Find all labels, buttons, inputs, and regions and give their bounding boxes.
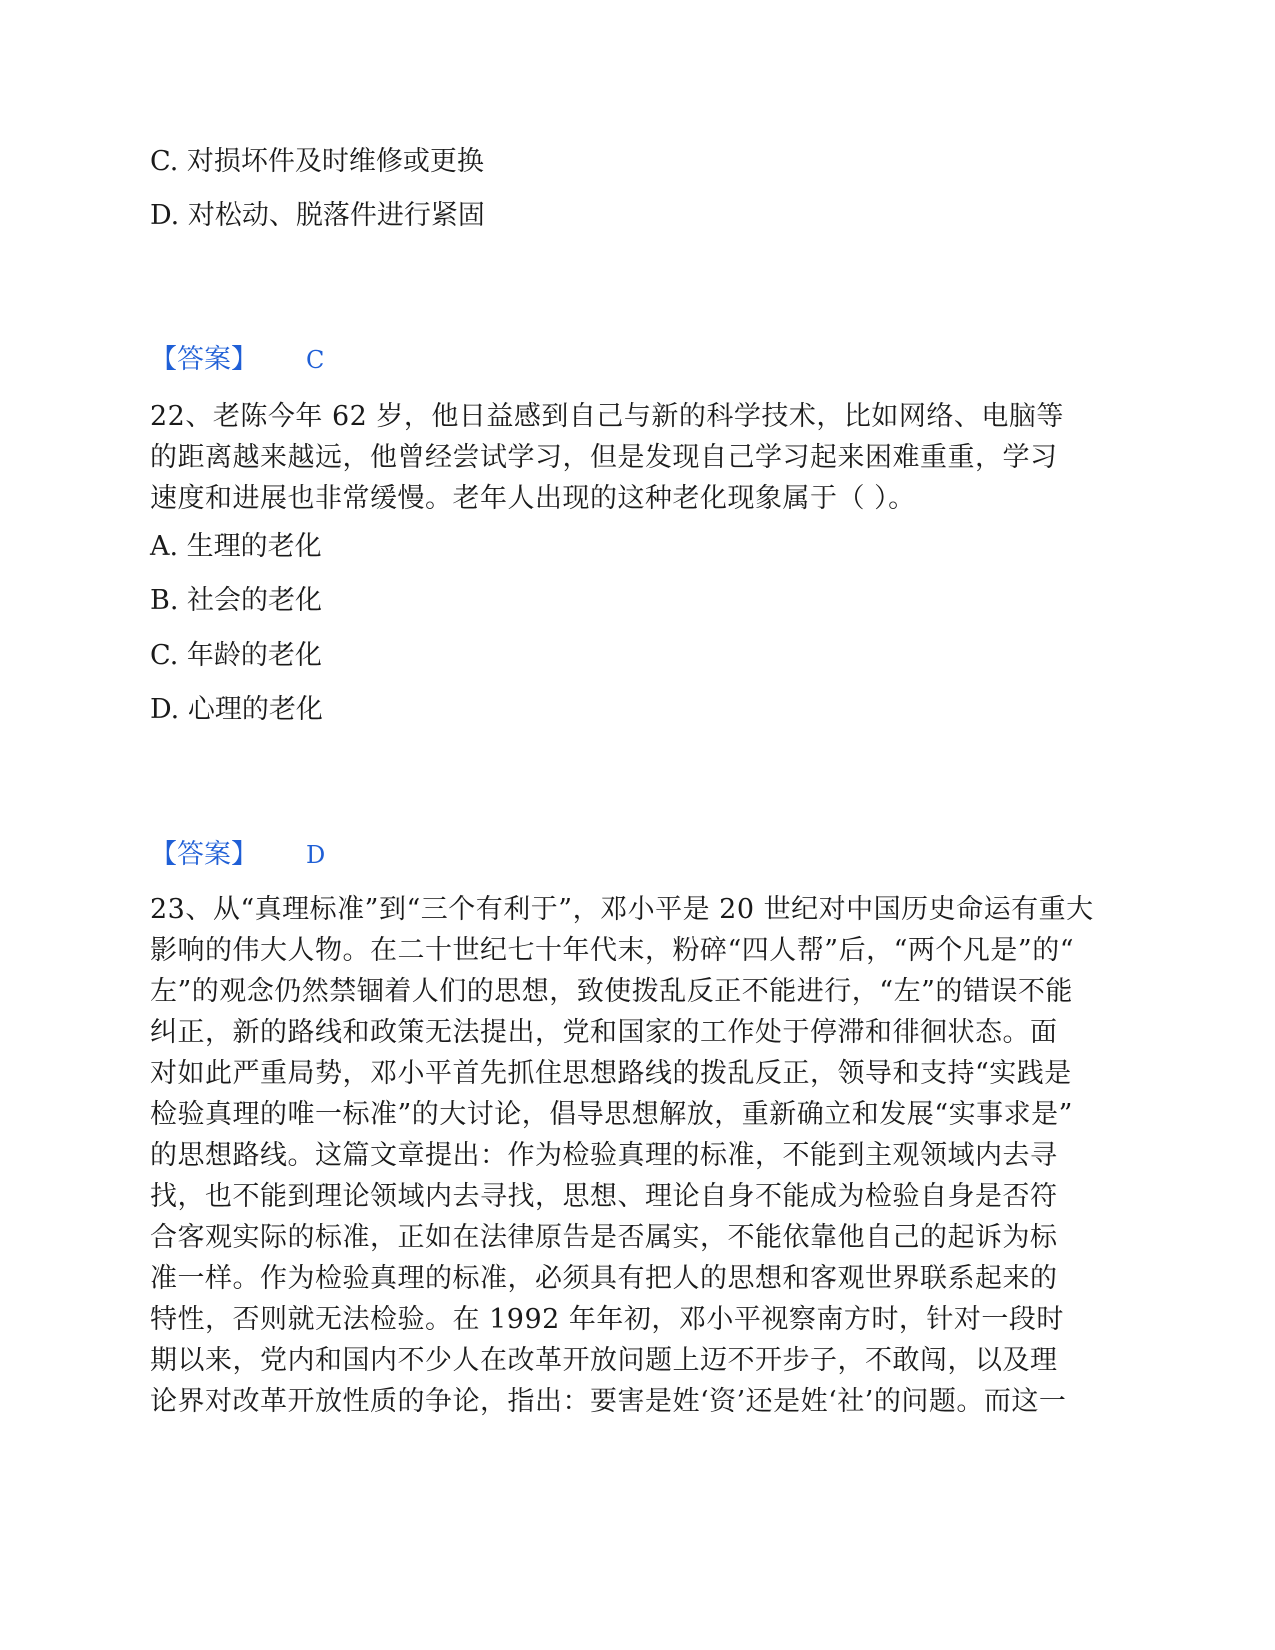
option-b: B. 社会的老化 — [150, 585, 323, 616]
option-c: C. 对损坏件及时维修或更换 — [150, 146, 484, 177]
question-line: 左”的观念仍然禁锢着人们的思想，致使拨乱反正不能进行，“左”的错误不能 — [150, 976, 1073, 1007]
answer-label: 【答案】 — [150, 344, 258, 375]
answer-value: C — [306, 346, 325, 374]
question-22-text — [150, 396, 1110, 519]
option-d: D. 对松动、脱落件进行紧固 — [150, 200, 485, 231]
question-line: 影响的伟大人物。在二十世纪七十年代末，粉碎“四人帮”后，“两个凡是”的“ — [150, 935, 1075, 966]
option-d: D. 心理的老化 — [150, 694, 323, 725]
option-a: A. 生理的老化 — [150, 531, 322, 562]
question-line: 速度和进展也非常缓慢。老年人出现的这种老化现象属于（ ）。 — [150, 483, 916, 514]
question-line: 准一样。作为检验真理的标准，必须具有把人的思想和客观世界联系起来的 — [150, 1263, 1058, 1294]
answer-block — [150, 340, 324, 380]
question-line: 22、老陈今年 62 岁，他日益感到自己与新的科学技术，比如网络、电脑等 — [150, 401, 1064, 432]
question-line: 检验真理的唯一标准”的大讨论，倡导思想解放，重新确立和发展“实事求是” — [150, 1099, 1073, 1130]
question-line: 23、从“真理标准”到“三个有利于”，邓小平是 20 世纪对中国历史命运有重大 — [150, 894, 1094, 925]
question-line: 特性，否则就无法检验。在 1992 年年初，邓小平视察南方时，针对一段时 — [150, 1304, 1064, 1335]
answer-block — [150, 835, 325, 875]
question-line: 找，也不能到理论领域内去寻找，思想、理论自身不能成为检验自身是否符 — [150, 1181, 1058, 1212]
question-line: 纠正，新的路线和政策无法提出，党和国家的工作处于停滞和徘徊状态。面 — [150, 1017, 1058, 1048]
question-line: 论界对改革开放性质的争论，指出：要害是姓‘资’还是姓‘社’的问题。而这一 — [150, 1386, 1067, 1417]
question-line: 的思想路线。这篇文章提出：作为检验真理的标准，不能到主观领域内去寻 — [150, 1140, 1058, 1171]
question-line: 期以来，党内和国内不少人在改革开放问题上迈不开步子，不敢闯，以及理 — [150, 1345, 1058, 1376]
question-line: 对如此严重局势，邓小平首先抓住思想路线的拨乱反正，领导和支持“实践是 — [150, 1058, 1072, 1089]
question-line: 合客观实际的标准，正如在法律原告是否属实，不能依靠他自己的起诉为标 — [150, 1222, 1058, 1253]
question-line: 的距离越来越远，他曾经尝试学习，但是发现自己学习起来困难重重，学习 — [150, 442, 1058, 473]
answer-value: D — [306, 841, 326, 869]
question-23-text — [150, 889, 1110, 1422]
answer-label: 【答案】 — [150, 839, 258, 870]
option-c: C. 年龄的老化 — [150, 640, 322, 671]
